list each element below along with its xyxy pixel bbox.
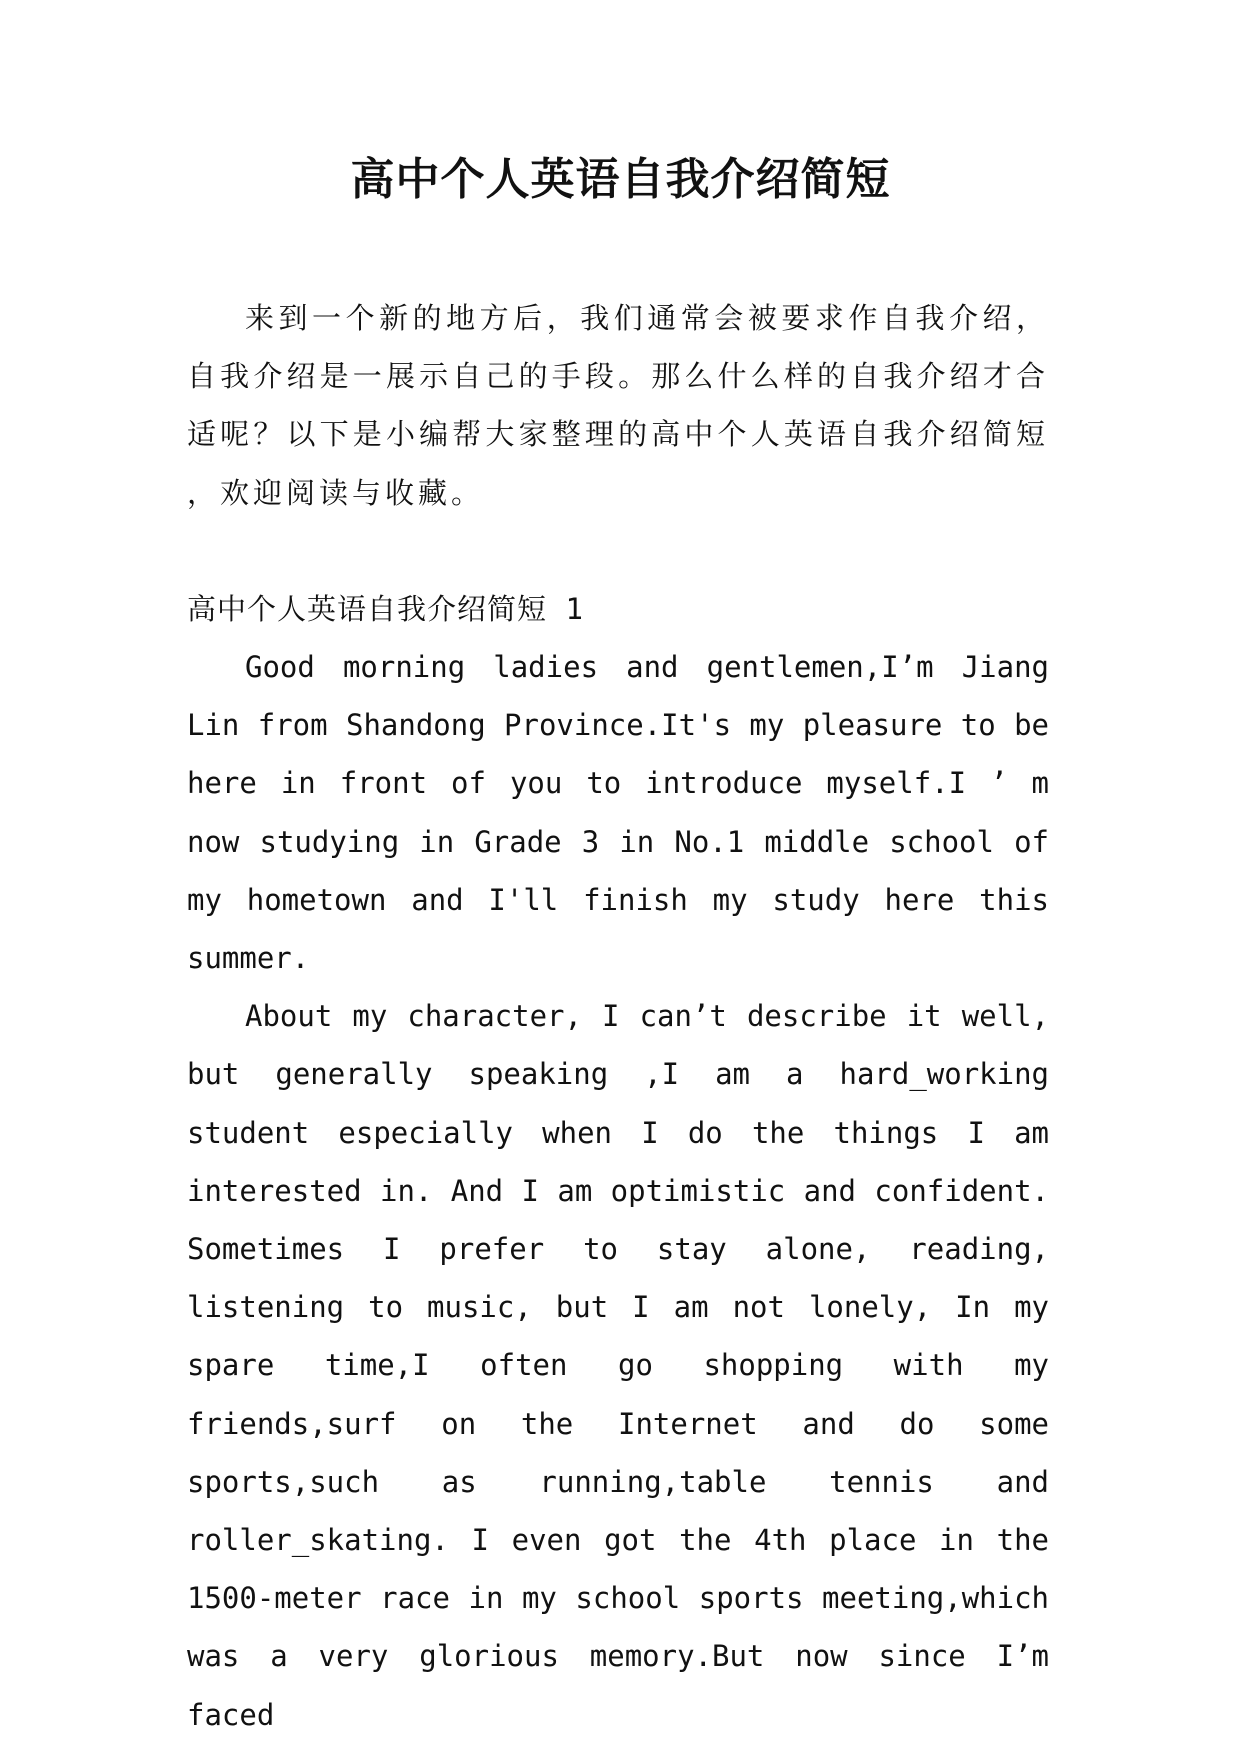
intro-paragraph: 来到一个新的地方后，我们通常会被要求作自我介绍，自我介绍是一展示自己的手段。那么什么样的自我介绍才合适呢？以下是小编帮大家整理的高中个人英语自我介绍简短，欢迎阅读与收藏。	[187, 301, 1049, 510]
section-heading: 高中个人英语自我介绍简短 1	[187, 591, 584, 626]
body-paragraph-2: About my character, I can’t describe it well, but generally speaking ,I am a hard_working student especially when I do the things I am interested in. And I am optimistic and confident. Sometimes I prefer to stay alone, reading, listening to music, but I am not lonely, In my spare time,I often go shopping with my friends,surf on the Internet and do some sports,such as running,table tennis and roller_skating. I even got the 4th place in the 1500-meter race in my school sports meeting,which was a very glorious memory.But now since I’m faced	[187, 999, 1049, 1732]
document-body	[187, 289, 1049, 1744]
body-paragraph-1: Good morning ladies and gentlemen,I’m Jiang Lin from Shandong Province.It's my pleasure to be here in front of you to introduce myself.I ’ m now studying in Grade 3 in No.1 middle school of my hometown and I'll finish my study here this summer.	[187, 650, 1049, 976]
document-title: 高中个人英语自我介绍简短	[350, 154, 891, 205]
